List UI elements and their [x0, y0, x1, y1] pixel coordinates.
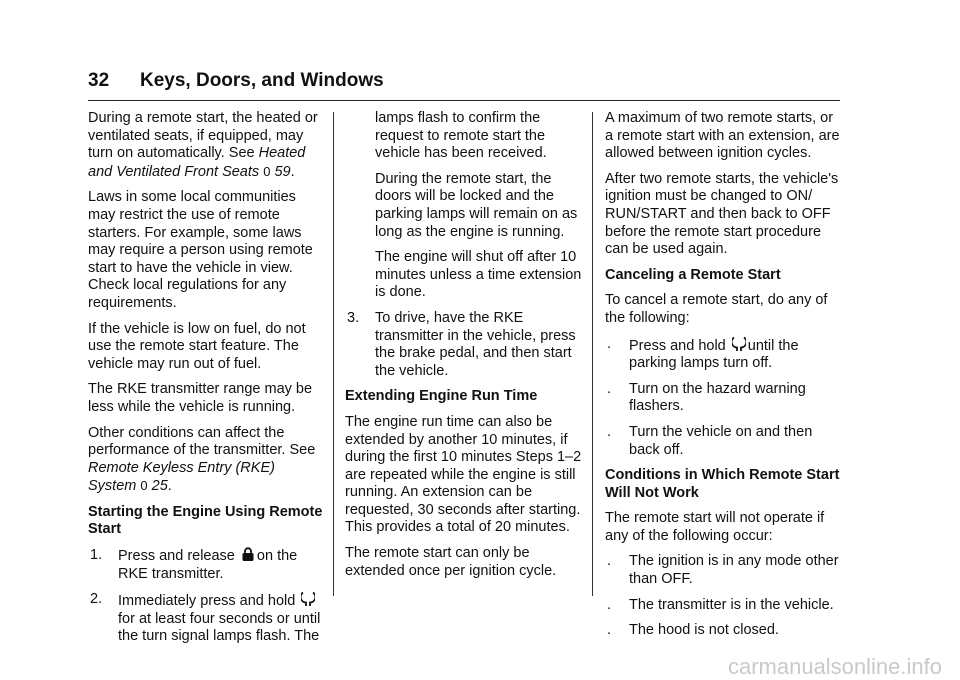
column-1 — [88, 110, 326, 654]
step-3: 3. To drive, have the RKE transmitter in the vehicle, press the brake pedal, and then start the vehicle. — [347, 309, 576, 379]
column-2 — [345, 110, 583, 588]
paragraph: If the vehicle is low on fuel, do not use the remote start feature. The vehicle may run out of fuel. — [88, 320, 306, 372]
lock-icon — [241, 547, 255, 562]
page-number: 32 — [88, 70, 110, 91]
step-1: 1. Press and release on the RKE transmitter. — [90, 547, 298, 582]
paragraph: The remote start can only be extended once per ignition cycle. — [345, 545, 557, 579]
step-2: 2. Immediately press and hold for at least four seconds or until the turn signal lamps flash. The — [90, 591, 321, 645]
paragraph: Laws in some local communities may restrict the use of remote starters. For example, some laws may require a person using remote start to have the vehicle in view. Check local regulations for any requirements. — [88, 189, 313, 311]
list-item: . The transmitter is in the vehicle. — [607, 596, 834, 613]
page-ref[interactable]: 59 — [274, 163, 291, 180]
step-number: 2. — [90, 591, 103, 608]
paragraph: The engine run time can also be extended by another 10 minutes, if during the first 10 minutes Steps 1–2 are repeated while the engine is still running. An extension can be requested, 30 seconds after starting. This provides a total of 20 minutes. — [345, 413, 582, 536]
remote-start-icon — [301, 591, 315, 607]
bullet-mark: . — [607, 596, 612, 613]
paragraph: After two remote starts, the vehicle's ignition must be changed to ON/ RUN/START and then back to OFF before the remote start procedure can be used again. — [605, 170, 839, 258]
paragraph: A maximum of two remote starts, or a remote start with an extension, are allowed between ignition cycles. — [605, 110, 840, 162]
paragraph: During a remote start, the heated or ventilated seats, if equipped, may turn on automatically. See Heated and Ventilated Front Seats 0 59. — [88, 110, 318, 180]
paragraph: The remote start will not operate if any of the following occur: — [605, 510, 825, 544]
paragraph: During the remote start, the doors will be locked and the parking lamps will remain on as long as the engine is running. — [375, 170, 578, 240]
bullet-mark: . — [607, 380, 612, 397]
list-item: . Press and hold until the parking lamps turn off. — [607, 335, 799, 372]
bullet-mark: . — [607, 335, 612, 352]
column-divider — [333, 112, 334, 596]
list-item: . Turn the vehicle on and then back off. — [607, 423, 813, 458]
bullet-mark: . — [607, 553, 612, 570]
paragraph: lamps flash to confirm the request to remote start the vehicle has been received. — [375, 110, 547, 162]
column-divider — [592, 112, 593, 596]
paragraph: To cancel a remote start, do any of the following: — [605, 292, 828, 326]
step-number: 1. — [90, 547, 103, 564]
bullet-mark: . — [607, 423, 612, 440]
cross-reference[interactable]: Heated and Ventilated Front Seats — [88, 145, 306, 180]
section-title: Keys, Doors, and Windows — [140, 70, 384, 91]
step-number: 3. — [347, 309, 360, 326]
column-3 — [605, 110, 843, 648]
page-ref-icon: 0 — [263, 163, 271, 179]
bullet-mark: . — [607, 622, 612, 639]
paragraph: The engine will shut off after 10 minutes unless a time extension is done. — [375, 249, 582, 301]
paragraph: Other conditions can affect the performance of the transmitter. See Remote Keyless Entry (RKE) System 0 25. — [88, 424, 316, 495]
watermark: carmanualsonline.info — [727, 654, 942, 679]
section-heading: Extending Engine Run Time — [345, 388, 538, 405]
page-ref[interactable]: 25 — [151, 478, 168, 495]
section-heading: Conditions in Which Remote Start Will Not Work — [605, 467, 840, 501]
section-heading: Starting the Engine Using Remote Start — [88, 503, 323, 538]
list-item: . The ignition is in any mode other than OFF. — [607, 553, 839, 588]
paragraph: The RKE transmitter range may be less while the vehicle is running. — [88, 381, 313, 415]
page-ref-icon: 0 — [140, 478, 148, 494]
list-item: . The hood is not closed. — [607, 622, 779, 639]
list-item: . Turn on the hazard warning flashers. — [607, 380, 806, 415]
cross-reference[interactable]: Remote Keyless Entry (RKE) System — [88, 459, 275, 495]
page-header — [88, 70, 840, 101]
section-heading: Canceling a Remote Start — [605, 266, 781, 283]
remote-start-icon — [732, 336, 746, 352]
